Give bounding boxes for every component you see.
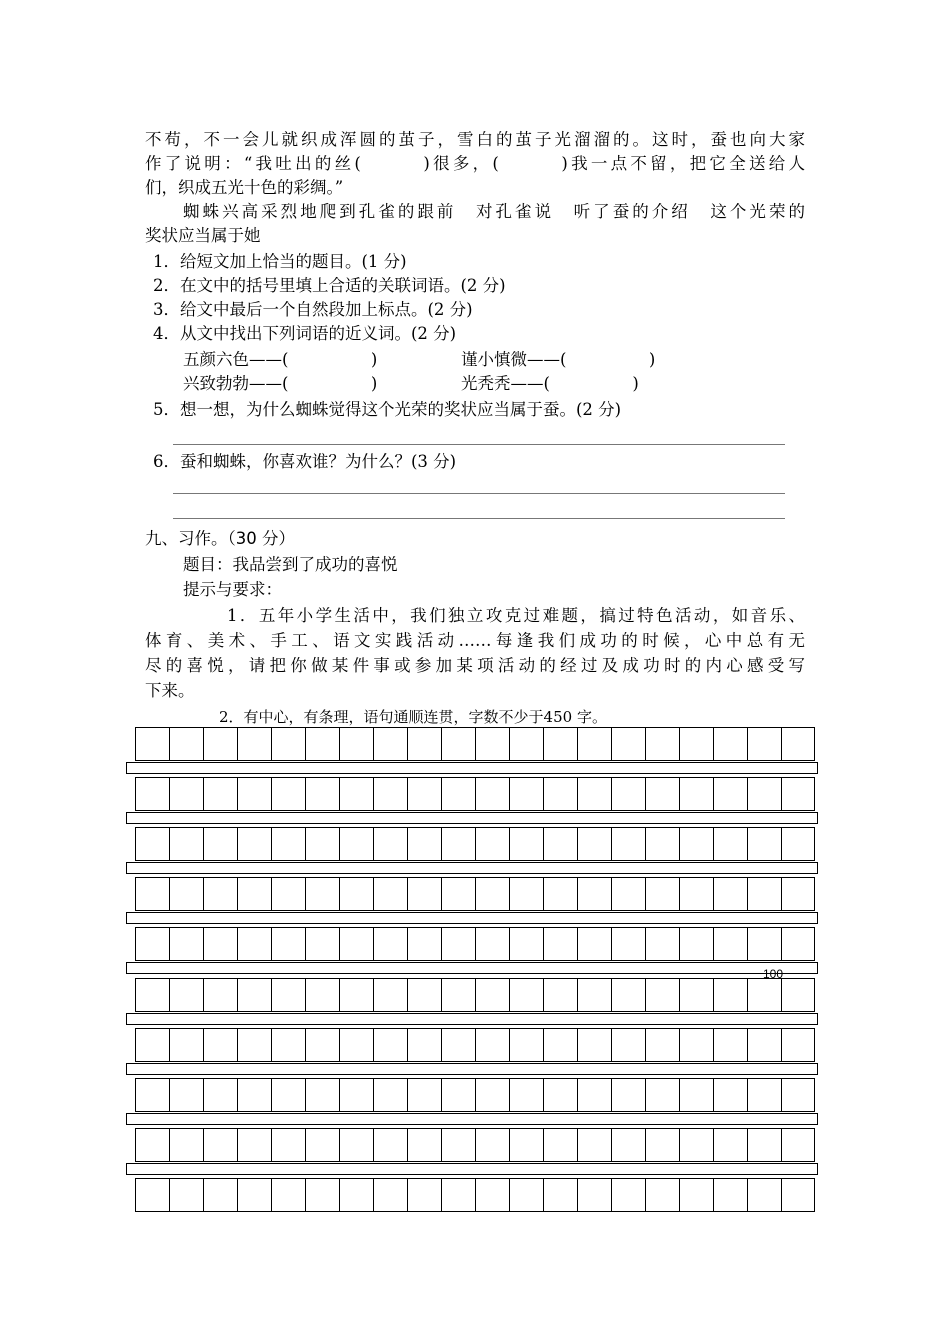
grid-spacer-row bbox=[126, 862, 818, 874]
grid-row[interactable] bbox=[135, 727, 815, 761]
synonym-item-3: 兴致勃勃——( ) bbox=[183, 374, 378, 393]
grid-row[interactable] bbox=[135, 1078, 815, 1112]
grid-spacer-row bbox=[126, 1013, 818, 1025]
grid-spacer-row bbox=[126, 762, 818, 774]
grid-row[interactable] bbox=[135, 877, 815, 911]
requirement-1-line-4: 下来。 bbox=[145, 681, 195, 700]
answer-line[interactable] bbox=[173, 518, 785, 519]
grid-row[interactable] bbox=[135, 827, 815, 861]
passage-line-4: 蜘蛛兴高采烈地爬到孔雀的跟前 对孔雀说 听了蚕的介绍 这个光荣的 bbox=[183, 202, 805, 221]
grid-spacer-row bbox=[126, 812, 818, 824]
question-2: 2．在文中的括号里填上合适的关联词语。(2 分) bbox=[153, 276, 506, 295]
question-5: 5．想一想，为什么蜘蛛觉得这个光荣的奖状应当属于蚕。(2 分) bbox=[153, 400, 622, 419]
requirement-2: 2．有中心，有条理，语句通顺连贯，字数不少于450 字。 bbox=[219, 708, 607, 726]
answer-line[interactable] bbox=[173, 493, 785, 494]
grid-spacer-row bbox=[126, 1113, 818, 1125]
requirement-1-line-2: 体育、美术、手工、语文实践活动……每逢我们成功的时候，心中总有无 bbox=[145, 631, 805, 650]
passage-line-5: 奖状应当属于她 bbox=[145, 226, 261, 245]
section-heading: 九、习作。（30 分） bbox=[145, 529, 295, 548]
grid-spacer-row bbox=[126, 1163, 818, 1175]
synonym-item-1: 五颜六色——( ) bbox=[183, 350, 378, 369]
composition-title: 题目：我品尝到了成功的喜悦 bbox=[183, 555, 398, 574]
question-1: 1．给短文加上恰当的题目。(1 分) bbox=[153, 252, 407, 271]
grid-row[interactable] bbox=[135, 1178, 815, 1212]
answer-line[interactable] bbox=[173, 444, 785, 445]
requirement-1-line-1: 1．五年小学生活中，我们独立攻克过难题，搞过特色活动，如音乐、 bbox=[227, 606, 805, 625]
grid-row[interactable] bbox=[135, 777, 815, 811]
synonym-item-4: 光秃秃——( ) bbox=[461, 374, 639, 393]
question-6: 6．蚕和蜘蛛，你喜欢谁？为什么？(3 分) bbox=[153, 452, 457, 471]
grid-row[interactable] bbox=[135, 978, 815, 1012]
passage-line-3: 们，织成五光十色的彩绸。” bbox=[145, 178, 344, 197]
passage-line-1: 不苟，不一会儿就织成浑圆的茧子，雪白的茧子光溜溜的。这时，蚕也向大家 bbox=[145, 130, 805, 149]
grid-row[interactable] bbox=[135, 1128, 815, 1162]
requirements-label: 提示与要求： bbox=[183, 580, 282, 599]
requirement-1-line-3: 尽的喜悦，请把你做某件事或参加某项活动的经过及成功时的内心感受写 bbox=[145, 656, 805, 675]
grid-spacer-row bbox=[126, 912, 818, 924]
grid-spacer-row bbox=[126, 1063, 818, 1075]
question-4: 4．从文中找出下列词语的近义词。(2 分) bbox=[153, 324, 457, 343]
grid-row[interactable] bbox=[135, 927, 815, 961]
question-3: 3．给文中最后一个自然段加上标点。(2 分) bbox=[153, 300, 473, 319]
grid-spacer-row bbox=[126, 962, 818, 974]
word-count-marker: 100 bbox=[763, 967, 784, 981]
passage-line-2: 作了说明：“我吐出的丝( )很多，( )我一点不留，把它全送给人 bbox=[145, 154, 805, 173]
grid-row[interactable] bbox=[135, 1028, 815, 1062]
synonym-item-2: 谨小慎微——( ) bbox=[461, 350, 656, 369]
